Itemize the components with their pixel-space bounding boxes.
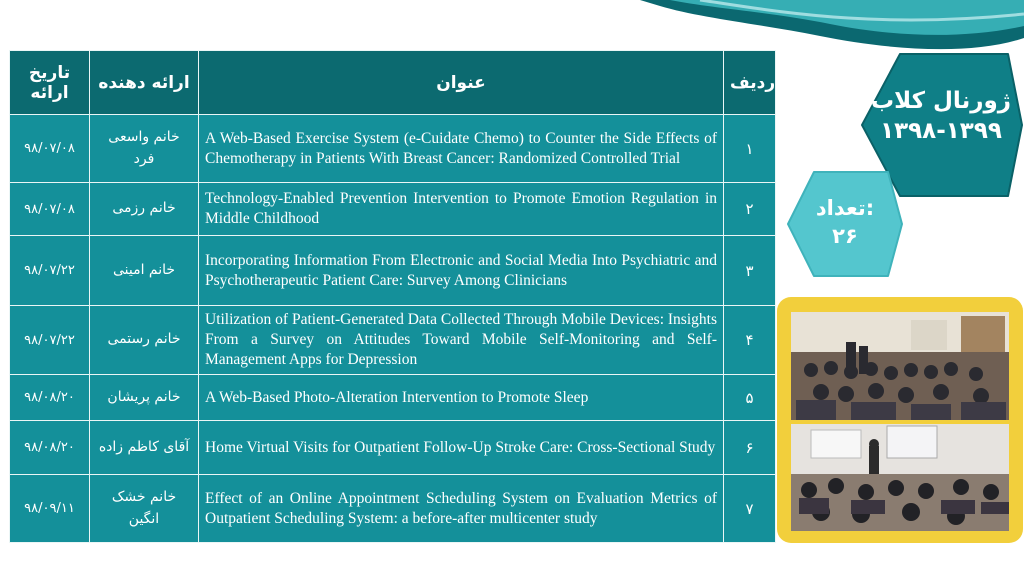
count-badge [784, 168, 906, 280]
table-row [10, 236, 776, 306]
row-number: ۲ [724, 183, 776, 236]
event-photo-audience [791, 312, 1009, 420]
article-title: Utilization of Patient-Generated Data Collected Through Mobile Devices: Insights From a Survey on Attitudes Toward Mobile Self-Monitoring and Self-Management Apps for Depression [199, 306, 724, 375]
header-row-number: ردیف [724, 51, 776, 115]
presentation-date: ۹۸/۰۷/۲۲ [10, 306, 90, 375]
table-header-row [10, 51, 776, 115]
row-number: ۶ [724, 421, 776, 475]
header-presenter: ارائه دهنده [90, 51, 199, 115]
header-date: تاریخ ارائه [10, 51, 90, 115]
presentation-date: ۹۸/۰۸/۲۰ [10, 421, 90, 475]
table-row [10, 475, 776, 543]
article-title: Technology-Enabled Prevention Intervention to Promote Emotion Regulation in Middle Childhood [199, 183, 724, 236]
presenter-name: خانم رزمی [90, 183, 199, 236]
article-title: Home Virtual Visits for Outpatient Follow-Up Stroke Care: Cross-Sectional Study [199, 421, 724, 475]
count-label: تعداد: [815, 196, 875, 220]
presentation-table [9, 50, 775, 542]
table-row [10, 375, 776, 421]
table-row [10, 421, 776, 475]
count-text [784, 194, 906, 250]
article-title: Effect of an Online Appointment Scheduling System on Evaluation Metrics of Outpatient Scheduling System: a before-after multicenter study [199, 475, 724, 543]
presenter-name: خانم واسعی فرد [90, 115, 199, 183]
presenter-name: آقای کاظم زاده [90, 421, 199, 475]
journal-club-label: ژورنال کلاب [871, 88, 1011, 114]
row-number: ۵ [724, 375, 776, 421]
table-row [10, 183, 776, 236]
count-value: ۲۶ [832, 224, 858, 248]
journal-club-title [858, 86, 1024, 146]
presenter-name: خانم خشک انگین [90, 475, 199, 543]
article-title: Incorporating Information From Electronic and Social Media Into Psychiatric and Psychotherapeutic Patient Care: Survey Among Clinicians [199, 236, 724, 306]
presentation-date: ۹۸/۰۷/۰۸ [10, 115, 90, 183]
row-number: ۱ [724, 115, 776, 183]
row-number: ۳ [724, 236, 776, 306]
presentation-date: ۹۸/۰۹/۱۱ [10, 475, 90, 543]
photo-frame [777, 297, 1023, 543]
table-row [10, 115, 776, 183]
article-title: A Web-Based Exercise System (e-Cuidate Chemo) to Counter the Side Effects of Chemotherapy in Patients With Breast Cancer: Randomized Controlled Trial [199, 115, 724, 183]
presenter-name: خانم پریشان [90, 375, 199, 421]
presentation-date: ۹۸/۰۷/۰۸ [10, 183, 90, 236]
presentation-date: ۹۸/۰۷/۲۲ [10, 236, 90, 306]
table-row [10, 306, 776, 375]
presenter-name: خانم امینی [90, 236, 199, 306]
row-number: ۷ [724, 475, 776, 543]
header-title: عنوان [199, 51, 724, 115]
journal-club-years: ۱۳۹۸-۱۳۹۹ [880, 118, 1002, 144]
article-title: A Web-Based Photo-Alteration Intervention to Promote Sleep [199, 375, 724, 421]
row-number: ۴ [724, 306, 776, 375]
presentation-date: ۹۸/۰۸/۲۰ [10, 375, 90, 421]
event-photo-lecture [791, 424, 1009, 531]
presenter-name: خانم رستمی [90, 306, 199, 375]
